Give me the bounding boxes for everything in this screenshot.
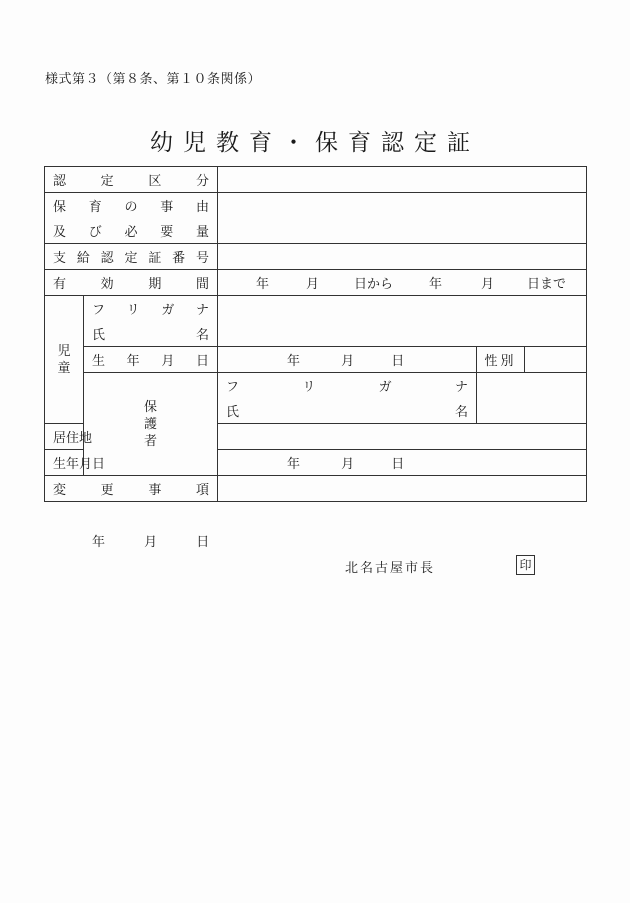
value-changes[interactable]	[218, 476, 587, 502]
label-child-birthdate: 生 年 月 日	[84, 347, 218, 373]
value-child-gender[interactable]	[525, 347, 587, 373]
document-title: 幼児教育・保育認定証	[150, 130, 480, 156]
guardian-group-label: 保 護 者	[84, 373, 218, 476]
issue-date: 年 月 日	[92, 535, 210, 550]
row-guardian-name	[45, 373, 587, 424]
value-certification-category[interactable]	[218, 167, 587, 193]
form-reference: 様式第３（第８条、第１０条関係）	[45, 72, 262, 87]
label-child-name: フ リ ガ ナ 氏 名	[84, 296, 218, 347]
row-validity-period	[45, 270, 587, 296]
label-changes: 変 更 事 項	[45, 476, 218, 502]
label-child-gender: 性別	[477, 347, 525, 373]
row-reason	[45, 193, 587, 244]
label-certification-category: 認 定 区 分	[45, 167, 218, 193]
value-validity-period[interactable]: 年 月 日から 年 月 日まで	[218, 270, 587, 296]
value-reason[interactable]	[218, 193, 587, 244]
value-guardian-birthdate[interactable]: 年 月 日	[218, 450, 587, 476]
value-guardian-address[interactable]	[218, 424, 587, 450]
row-child-name	[45, 296, 587, 347]
label-reason: 保 育 の 事 由 及 び 必 要 量	[45, 193, 218, 244]
label-guardian-address: 居 住 地	[45, 424, 84, 450]
value-guardian-name[interactable]	[477, 373, 587, 424]
value-child-birthdate[interactable]: 年 月 日	[218, 347, 477, 373]
certificate-table	[44, 166, 587, 502]
label-validity-period: 有 効 期 間	[45, 270, 218, 296]
row-certificate-number	[45, 244, 587, 270]
row-child-birthdate	[45, 347, 587, 373]
seal-mark: 印	[516, 555, 535, 575]
row-changes	[45, 476, 587, 502]
issuer-name: 北名古屋市長	[345, 561, 436, 576]
child-group-label: 児 童	[45, 296, 84, 424]
value-certificate-number[interactable]	[218, 244, 587, 270]
value-child-name[interactable]	[218, 296, 587, 347]
label-certificate-number: 支 給 認 定 証 番 号	[45, 244, 218, 270]
row-certification-category	[45, 167, 587, 193]
label-guardian-name: フ リ ガ ナ 氏 名	[218, 373, 477, 424]
label-guardian-birthdate: 生 年 月 日	[45, 450, 84, 476]
